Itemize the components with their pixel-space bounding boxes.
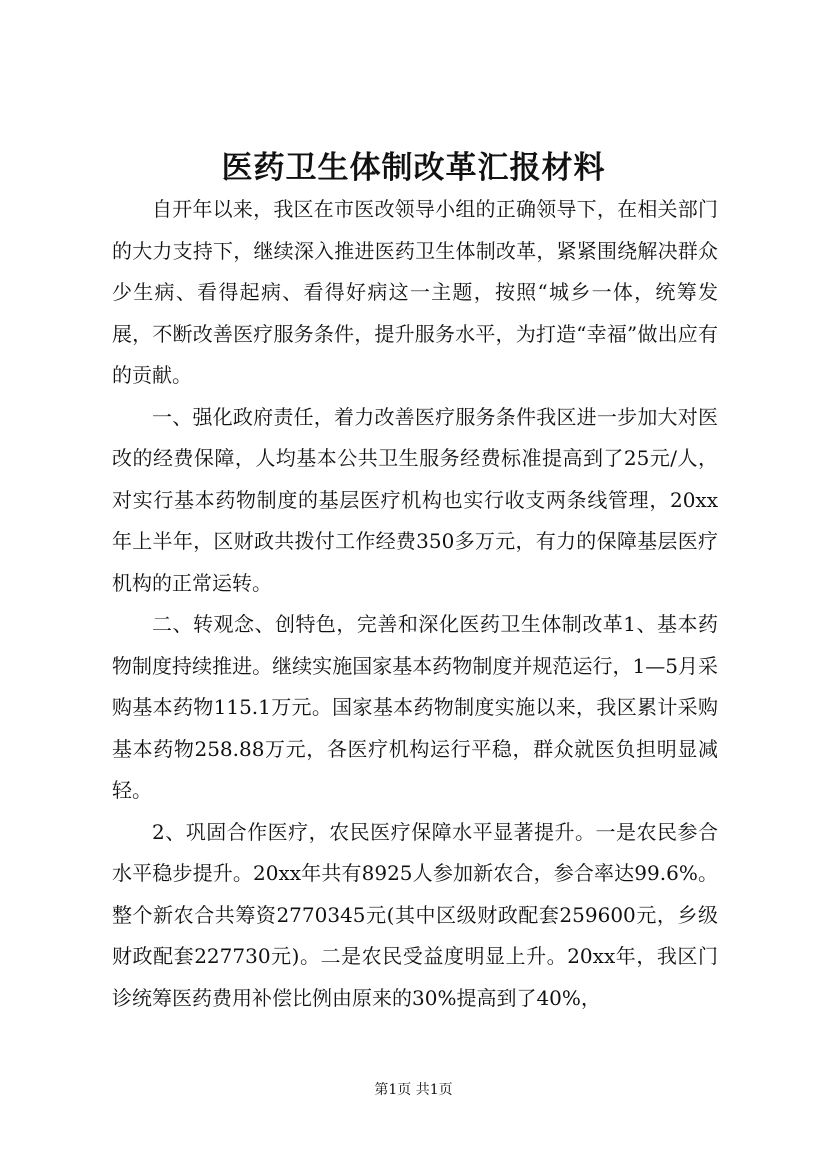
paragraph-section-2-item-2: 2、巩固合作医疗，农民医疗保障水平显著提升。一是农民参合水平稳步提升。20xx年共有8925人参加新农合，参合率达99.6%。整个新农合共筹资2770345元(其中区级财政配套259600元，乡级财政配套227730元)。二是农民受益度明显上升。20xx年，我区门诊统筹医药费用补偿比例由原来的30%提高到了40%， <box>112 819 718 1010</box>
paragraph-section-2: 二、转观念、创特色，完善和深化医药卫生体制改革1、基本药物制度持续推进。继续实施国家基本药物制度并规范运行，1—5月采购基本药物115.1万元。国家基本药物制度实施以来，我区累计采购基本药物258.88万元，各医疗机构运行平稳，群众就医负担明显减轻。 <box>112 612 718 802</box>
paragraph-section-1: 一、强化政府责任，着力改善医疗服务条件我区进一步加大对医改的经费保障，人均基本公共卫生服务经费标准提高到了25元/人，对实行基本药物制度的基层医疗机构也实行收支两条线管理，20xx年上半年，区财政共拨付工作经费350多万元，有力的保障基层医疗机构的正常运转。 <box>112 404 718 595</box>
document-body <box>112 189 718 1019</box>
document-title: 医药卫生体制改革汇报材料 <box>221 150 606 186</box>
page-number-footer: 第1页 共1页 <box>374 1082 453 1098</box>
paragraph-intro: 自开年以来，我区在市医改领导小组的正确领导下，在相关部门的大力支持下，继续深入推进医药卫生体制改革，紧紧围绕解决群众少生病、看得起病、看得好病这一主题，按照“城乡一体，统筹发展，不断改善医疗服务条件，提升服务水平，为打造“幸福”做出应有的贡献。 <box>112 197 718 387</box>
